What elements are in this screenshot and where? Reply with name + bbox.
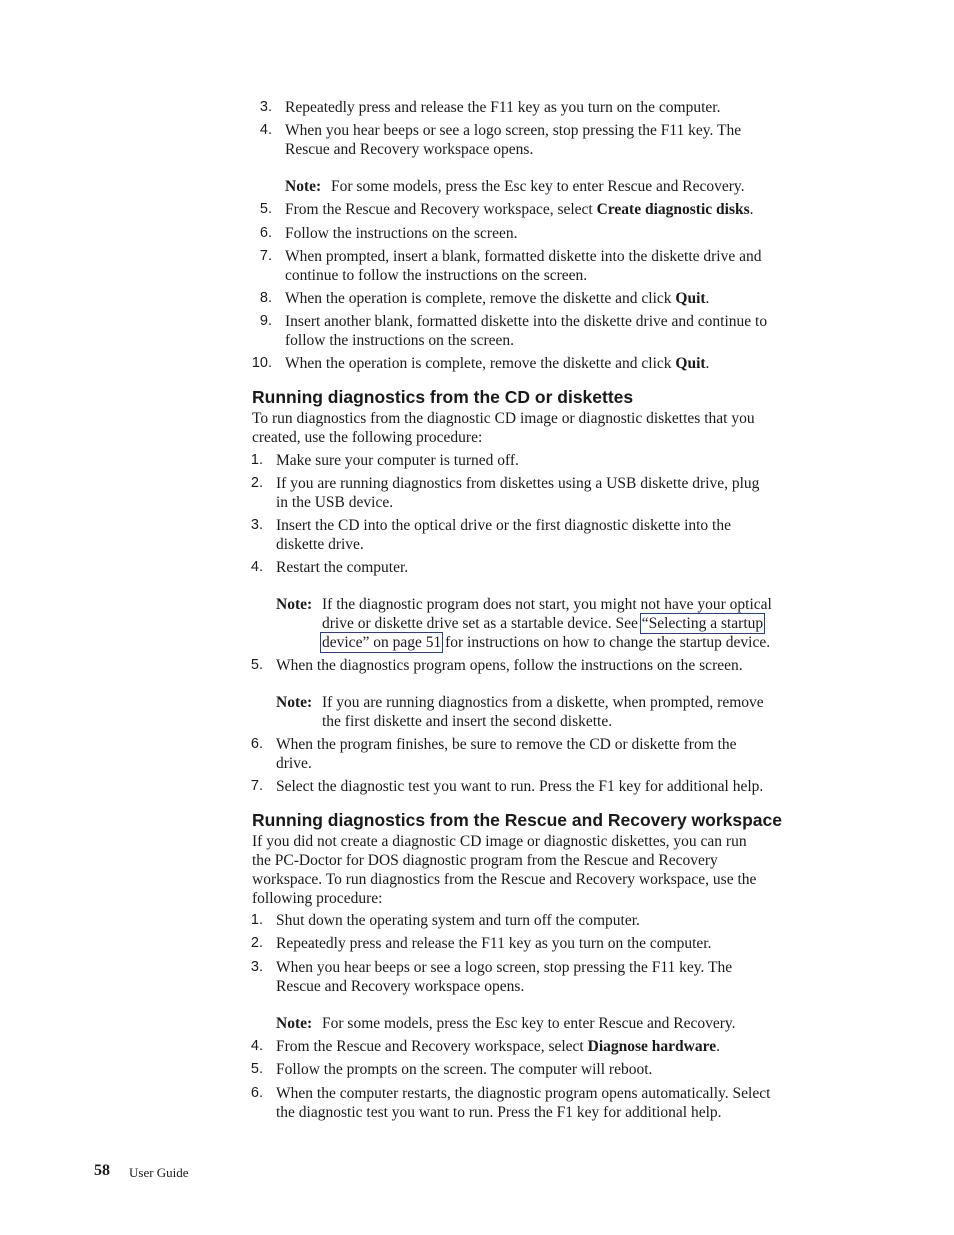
list-number: 1. [250, 452, 263, 468]
list-item-text: If you are running diagnostics from diskettes using a USB diskette drive, plug [276, 475, 760, 492]
list-item-text: When the program finishes, be sure to remove the CD or diskette from the [276, 736, 737, 753]
list-number: 9. [259, 313, 272, 329]
list-item-text: in the USB device. [276, 494, 394, 511]
ui-term: Quit [675, 355, 706, 372]
list-number: 1. [250, 912, 263, 928]
list-item-text: When the operation is complete, remove the diskette and click Quit. [285, 290, 710, 307]
section-intro: the PC-Doctor for DOS diagnostic program from the Rescue and Recovery [252, 852, 718, 869]
section-intro: To run diagnostics from the diagnostic CD image or diagnostic diskettes that you [252, 410, 755, 427]
note-text: drive or diskette drive set as a startable device. See “Selecting a startup [322, 615, 764, 632]
list-number: 6. [250, 736, 263, 752]
list-item-text: continue to follow the instructions on the screen. [285, 267, 588, 284]
note-text: For some models, press the Esc key to enter Rescue and Recovery. [331, 178, 745, 195]
list-number: 5. [250, 1061, 263, 1077]
list-number: 4. [250, 1038, 263, 1054]
list-item-text: Make sure your computer is turned off. [276, 452, 519, 469]
list-item-text: diskette drive. [276, 536, 364, 553]
section-intro: following procedure: [252, 890, 383, 907]
list-number: 7. [259, 248, 272, 264]
list-number: 8. [259, 290, 272, 306]
document-title: User Guide [129, 1165, 189, 1180]
section-intro: created, use the following procedure: [252, 429, 483, 446]
list-number: 10. [251, 355, 272, 371]
list-number: 4. [250, 559, 263, 575]
ui-term: Quit [675, 290, 706, 307]
list-item-text: Restart the computer. [276, 559, 409, 576]
list-item-text: When prompted, insert a blank, formatted diskette into the diskette drive and [285, 248, 762, 265]
ui-term: Create diagnostic disks [596, 201, 750, 218]
list-item-text: From the Rescue and Recovery workspace, select Diagnose hardware. [276, 1038, 720, 1055]
section-heading-cd-diskettes: Running diagnostics from the CD or diskettes [252, 387, 634, 407]
list-number: 3. [259, 99, 272, 115]
list-item-text: Repeatedly press and release the F11 key as you turn on the computer. [276, 935, 712, 952]
list-item-text: Follow the instructions on the screen. [285, 225, 518, 242]
list-number: 3. [250, 517, 263, 533]
list-item-text: When you hear beeps or see a logo screen, stop pressing the F11 key. The [276, 959, 733, 976]
list-number: 5. [250, 657, 263, 673]
page-number: 58 [94, 1162, 110, 1179]
section-heading-rescue-recovery: Running diagnostics from the Rescue and Recovery workspace [252, 810, 782, 830]
list-item-text: Shut down the operating system and turn off the computer. [276, 912, 640, 929]
list-number: 4. [259, 122, 272, 138]
list-number: 2. [250, 475, 263, 491]
list-number: 3. [250, 959, 263, 975]
startup-device-link[interactable]: “Selecting a startup [641, 615, 764, 632]
list-number: 6. [250, 1085, 263, 1101]
list-item-text: When the operation is complete, remove the diskette and click Quit. [285, 355, 710, 372]
list-item-text: When the computer restarts, the diagnostic program opens automatically. Select [276, 1085, 771, 1102]
note-text: If you are running diagnostics from a diskette, when prompted, remove [322, 694, 764, 711]
note-text: For some models, press the Esc key to enter Rescue and Recovery. [322, 1015, 736, 1032]
note-label: Note: [285, 178, 322, 195]
list-number: 2. [250, 935, 263, 951]
startup-device-link[interactable]: device” on page 51 [322, 634, 442, 651]
list-item-text: Follow the prompts on the screen. The computer will reboot. [276, 1061, 653, 1078]
note-text: the first diskette and insert the second diskette. [322, 713, 613, 730]
ui-term: Diagnose hardware [587, 1038, 717, 1055]
list-item-text: Insert the CD into the optical drive or the first diagnostic diskette into the [276, 517, 731, 534]
section-intro: workspace. To run diagnostics from the Rescue and Recovery workspace, use the [252, 871, 757, 888]
list-item-text: Rescue and Recovery workspace opens. [276, 978, 525, 995]
list-item-text: drive. [276, 755, 312, 772]
list-item-text: When you hear beeps or see a logo screen, stop pressing the F11 key. The [285, 122, 742, 139]
note-label: Note: [276, 596, 313, 613]
list-item-text: From the Rescue and Recovery workspace, select Create diagnostic disks. [285, 201, 754, 218]
note-text: device” on page 51 for instructions on how to change the startup device. [322, 634, 771, 651]
list-item-text: the diagnostic test you want to run. Press the F1 key for additional help. [276, 1104, 722, 1121]
list-number: 7. [250, 778, 263, 794]
section-intro: If you did not create a diagnostic CD image or diagnostic diskettes, you can run [252, 833, 747, 850]
list-number: 6. [259, 225, 272, 241]
list-item-text: Repeatedly press and release the F11 key as you turn on the computer. [285, 99, 721, 116]
list-item-text: When the diagnostics program opens, follow the instructions on the screen. [276, 657, 743, 674]
list-item-text: Insert another blank, formatted diskette into the diskette drive and continue to [285, 313, 768, 330]
list-item-text: Rescue and Recovery workspace opens. [285, 141, 534, 158]
note-label: Note: [276, 694, 313, 711]
note-label: Note: [276, 1015, 313, 1032]
list-number: 5. [259, 201, 272, 217]
list-item-text: Select the diagnostic test you want to run. Press the F1 key for additional help. [276, 778, 764, 795]
list-item-text: follow the instructions on the screen. [285, 332, 515, 349]
note-text: If the diagnostic program does not start, you might not have your optical [322, 596, 772, 613]
